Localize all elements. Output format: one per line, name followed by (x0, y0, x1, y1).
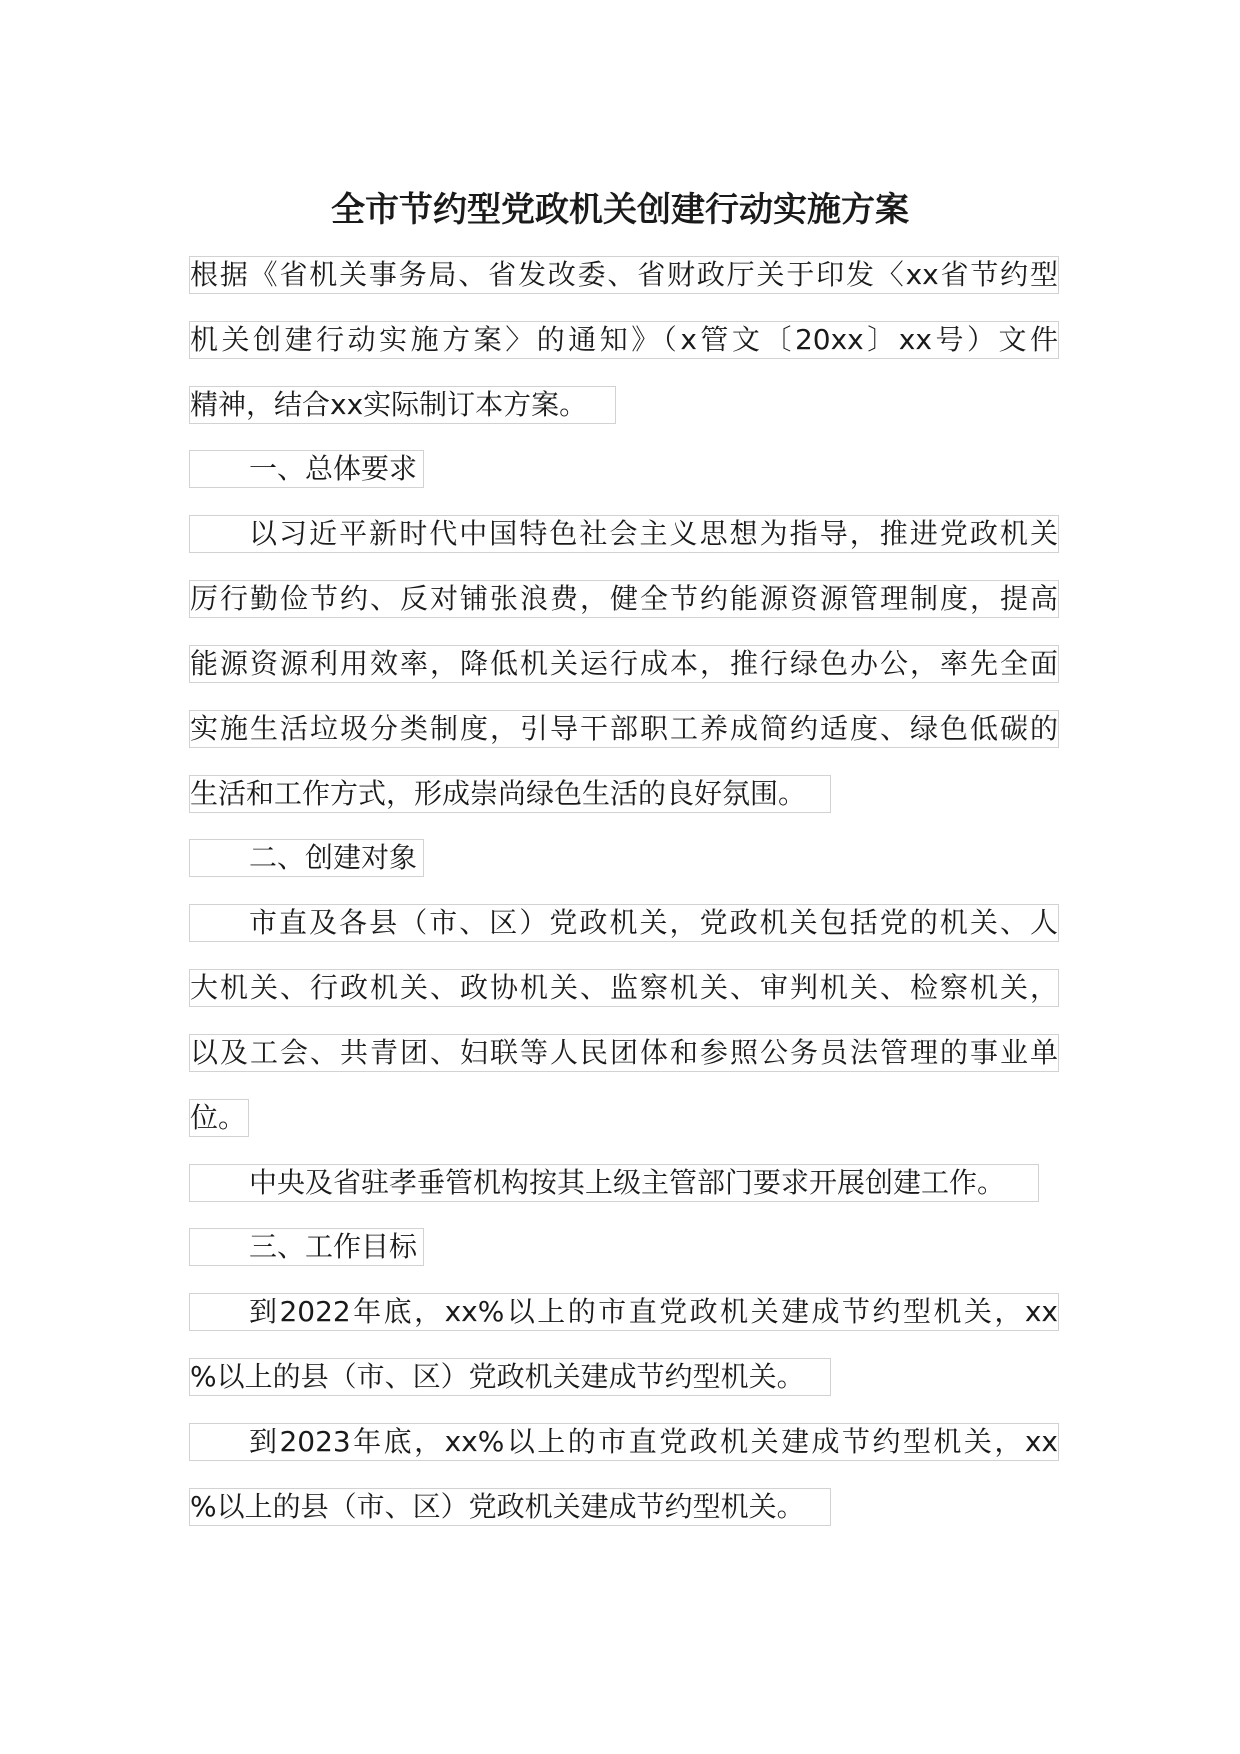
paragraph-line: 大机关、行政机关、政协机关、监察机关、审判机关、检察机关， (189, 969, 1059, 1007)
paragraph-line: 根据《省机关事务局、省发改委、省财政厅关于印发〈xx省节约型 (189, 256, 1059, 294)
section-heading: 二、创建对象 (189, 839, 424, 877)
paragraph-line: %以上的县（市、区）党政机关建成节约型机关。 (189, 1358, 831, 1396)
paragraph-line: 到2022年底，xx%以上的市直党政机关建成节约型机关，xx (189, 1293, 1059, 1331)
paragraph-line: 以习近平新时代中国特色社会主义思想为指导，推进党政机关 (189, 515, 1059, 553)
paragraph-line: 市直及各县（市、区）党政机关，党政机关包括党的机关、人 (189, 904, 1059, 942)
paragraph-line: 到2023年底，xx%以上的市直党政机关建成节约型机关，xx (189, 1423, 1059, 1461)
section-heading: 三、工作目标 (189, 1228, 424, 1266)
paragraph-line: %以上的县（市、区）党政机关建成节约型机关。 (189, 1488, 831, 1526)
paragraph-line: 实施生活垃圾分类制度，引导干部职工养成简约适度、绿色低碳的 (189, 710, 1059, 748)
paragraph-line: 位。 (189, 1099, 249, 1137)
paragraph-line: 厉行勤俭节约、反对铺张浪费，健全节约能源资源管理制度，提高 (189, 580, 1059, 618)
paragraph-line: 中央及省驻孝垂管机构按其上级主管部门要求开展创建工作。 (189, 1164, 1039, 1202)
paragraph-line: 生活和工作方式，形成崇尚绿色生活的良好氛围。 (189, 775, 831, 813)
paragraph-line: 以及工会、共青团、妇联等人民团体和参照公务员法管理的事业单 (189, 1034, 1059, 1072)
section-heading: 一、总体要求 (189, 450, 424, 488)
paragraph-line: 能源资源利用效率，降低机关运行成本，推行绿色办公，率先全面 (189, 645, 1059, 683)
paragraph-line: 精神，结合xx实际制订本方案。 (189, 386, 616, 424)
paragraph-line: 机关创建行动实施方案〉的通知》（x管文〔20xx〕xx号）文件 (189, 321, 1059, 359)
document-title: 全市节约型党政机关创建行动实施方案 (331, 190, 909, 230)
